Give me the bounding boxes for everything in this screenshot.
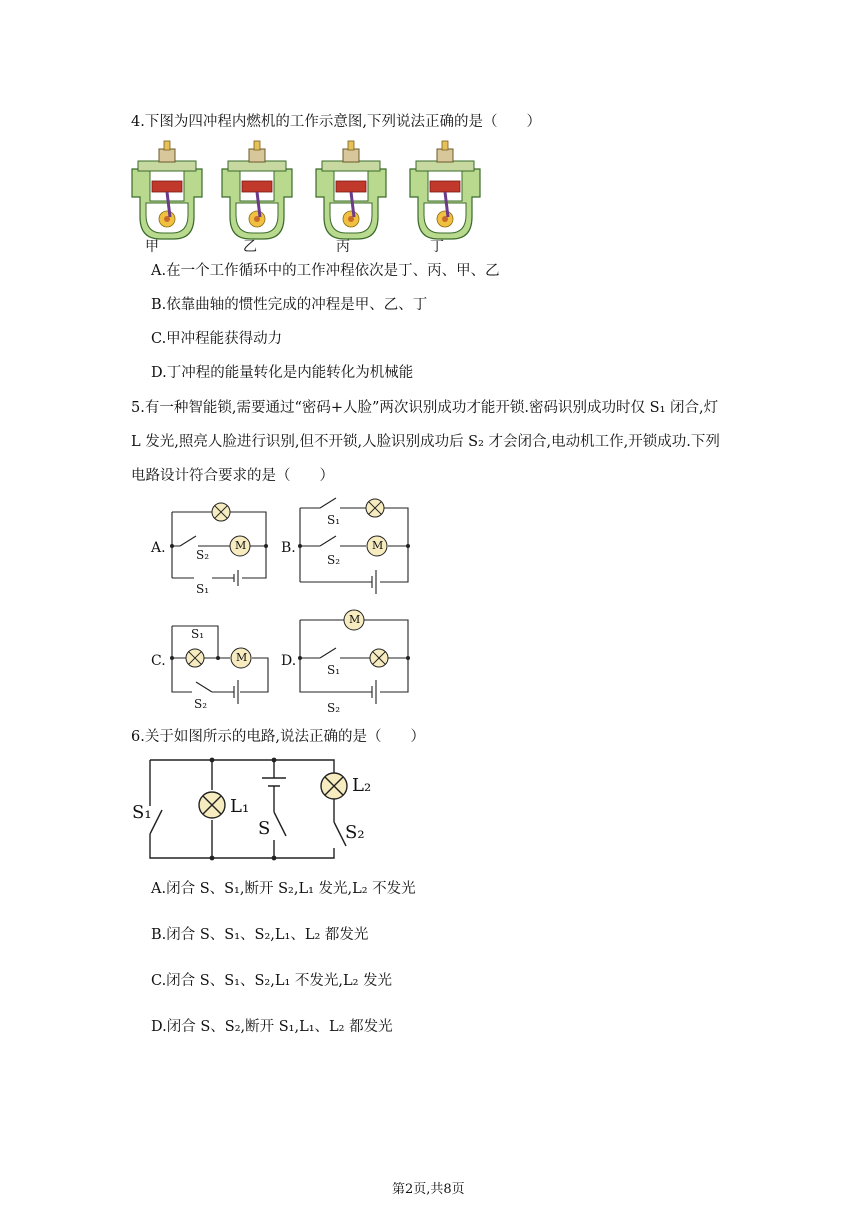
q5c-s1-label: S₁ (191, 627, 205, 641)
q5d-s1-label: S₁ (327, 663, 341, 677)
q6-option-c: C.闭合 S、S₁、S₂,L₁ 不发光,L₂ 发光 (151, 973, 393, 989)
q5-option-d-letter: D. (281, 653, 297, 669)
q6-stem: 6.关于如图所示的电路,说法正确的是（ ） (131, 729, 425, 745)
q6-circuit (0, 750, 868, 870)
engine-label-bing: 丙 (336, 239, 350, 255)
q5-circuits (0, 490, 868, 720)
q4-stem: 4.下图为四冲程内燃机的工作示意图,下列说法正确的是（ ） (131, 114, 541, 130)
q5-stem-line2: L 发光,照亮人脸进行识别,但不开锁,人脸识别成功后 S₂ 才会闭合,电动机工作,开锁成功.下列 (131, 434, 720, 450)
q5-stem-line1: 5.有一种智能锁,需要通过“密码+人脸”两次识别成功才能开锁.密码识别成功时仅 S₁ 闭合,灯 (131, 400, 719, 416)
q5a-motor-label: M (235, 539, 247, 552)
q6-s1-label: S₁ (132, 802, 152, 823)
q6-l2-label: L₂ (352, 775, 372, 796)
q5c-motor-label: M (236, 651, 248, 664)
q5-option-a-letter: A. (151, 540, 166, 556)
q5-stem-line3: 电路设计符合要求的是（ ） (131, 468, 334, 484)
q5-option-c-letter: C. (151, 653, 166, 669)
q6-s2-label: S₂ (345, 822, 365, 843)
q5-option-b-letter: B. (281, 540, 296, 556)
q4-option-d: D.丁冲程的能量转化是内能转化为机械能 (151, 365, 414, 381)
q5b-s2-label: S₂ (327, 553, 341, 567)
q6-option-d: D.闭合 S、S₂,断开 S₁,L₁、L₂ 都发光 (151, 1019, 393, 1035)
q5d-motor-label: M (349, 613, 361, 626)
q6-option-b: B.闭合 S、S₁、S₂,L₁、L₂ 都发光 (151, 927, 369, 943)
engine-label-jia: 甲 (145, 239, 159, 255)
q5d-s2-label: S₂ (327, 701, 341, 715)
engine-label-yi: 乙 (243, 239, 257, 255)
q5b-s1-label: S₁ (327, 513, 341, 527)
q4-option-a: A.在一个工作循环中的工作冲程依次是丁、丙、甲、乙 (151, 263, 500, 279)
q6-s-label: S (258, 818, 271, 839)
q4-option-b: B.依靠曲轴的惯性完成的冲程是甲、乙、丁 (151, 297, 428, 313)
q5c-s2-label: S₂ (194, 697, 208, 711)
q4-option-c: C.甲冲程能获得动力 (151, 331, 283, 347)
engine-label-ding: 丁 (430, 239, 444, 255)
q5a-s2-label: S₂ (196, 548, 210, 562)
q5b-motor-label: M (372, 539, 384, 552)
page-footer: 第2页,共8页 (392, 1182, 465, 1197)
q6-l1-label: L₁ (230, 796, 250, 817)
q6-option-a: A.闭合 S、S₁,断开 S₂,L₁ 发光,L₂ 不发光 (151, 881, 416, 897)
q5a-s1-label: S₁ (196, 582, 210, 596)
